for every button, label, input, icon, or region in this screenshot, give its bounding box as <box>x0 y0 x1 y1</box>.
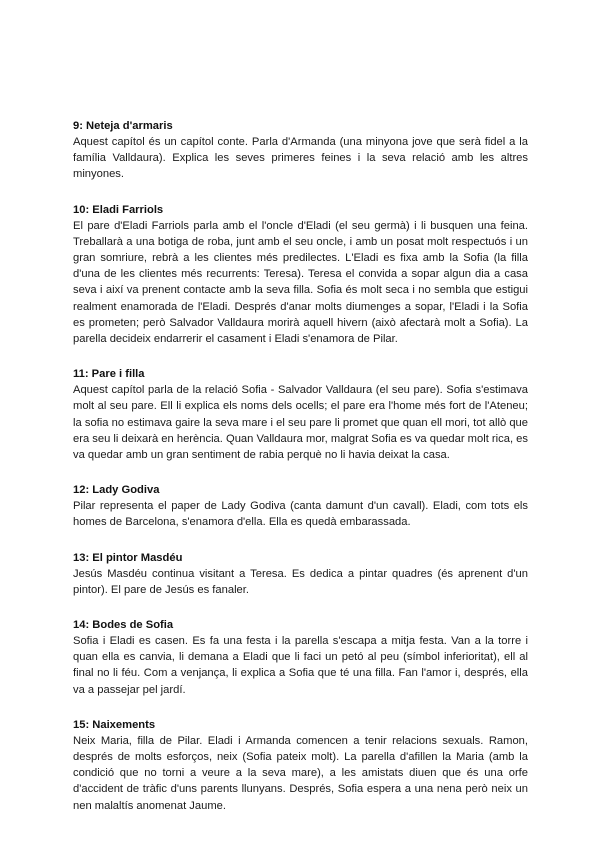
section-heading: 11: Pare i filla <box>73 368 145 381</box>
section-heading: 14: Bodes de Sofia <box>73 619 174 632</box>
section-heading: 10: Eladi Farriols <box>73 203 164 216</box>
section-body: Aquest capítol parla de la relació Sofia - Salvador Valldaura (el seu pare). Sofia s'estimava molt al seu pare. Ell li explica els noms dels ocells; el pare era l'home més fort de l'Ateneu; la sofia no estimava gaire la seva mare i el seu pare li promet que quan ell mori, tot allò que era seu li deixarà en herència. Quan Valldaura mor, malgrat Sofia es va quedar molt rica, es va quedar amb un gran sentiment de rabia perquè no li havia deixat la casa. <box>73 384 528 462</box>
section-body: Jesús Masdéu continua visitant a Teresa. Es dedica a pintar quadres (és aprenent d'un pintor). El pare de Jesús es fanaler. <box>73 567 528 596</box>
section-13 <box>73 550 528 598</box>
section-14 <box>73 617 528 698</box>
section-body: Sofia i Eladi es casen. Es fa una festa i la parella s'escapa a mitja festa. Van a la torre i quan ella es canvia, li demana a Eladi que li faci un petó al peu (símbol inferioritat), ell al final no li féu. Com a venjança, li explica a Sofia que té una filla. Fan l'amor i, després, ella va a passejar pel jardí. <box>73 635 528 696</box>
section-body: Pilar representa el paper de Lady Godiva (canta damunt d'un cavall). Eladi, com tots els homes de Barcelona, s'enamora d'ella. Ella es quedà embarassada. <box>73 500 528 529</box>
section-12 <box>73 482 528 530</box>
section-heading: 15: Naixements <box>73 718 156 731</box>
section-body: El pare d'Eladi Farriols parla amb el l'oncle d'Eladi (el seu germà) i li busquen una feina. Treballarà a una botiga de roba, junt amb el seu oncle, i amb un posat molt respectuós i un gran somriure, rebrà a les clientes més predilectes. L'Eladi es fixa amb la Sofia (la filla d'una de les clientes més recurrents: Teresa). Teresa el convida a sopar algun dia a casa seva i així va prenent contacte amb la seva filla. Sofia és molt seca i no sembla que estigui realment enamorada de l'Eladi. Després d'anar molts diumenges a sopar, l'Eladi i la Sofia es prometen; però Salvador Valldaura morirà aquell hivern (això afectarà molt a Sofia). La parella decideix endarrerir el casament i Eladi s'enamora de Pilar. <box>73 219 528 346</box>
section-15 <box>73 717 528 814</box>
section-11 <box>73 366 528 463</box>
section-10 <box>73 202 528 348</box>
section-heading: 9: Neteja d'armaris <box>73 120 173 132</box>
section-body: Aquest capítol és un capítol conte. Parla d'Armanda (una minyona jove que serà fidel a la família Valldaura). Explica les seves primeres feines i la seva relació amb les altres minyones. <box>73 136 528 181</box>
section-heading: 13: El pintor Masdéu <box>73 551 183 564</box>
section-body: Neix Maria, filla de Pilar. Eladi i Armanda comencen a tenir relacions sexuals. Ramon, després de molts esforços, neix (Sofia pateix molt). La parella d'afillen la Maria (amb la condició que no torni a veure a la seva mare), a les amistats diuen que és una orfe d'accident de tràfic d'uns parents llunyans. Després, Sofia espera a una nena però neix un nen malaltís anomenat Jaume. <box>73 734 528 812</box>
section-heading: 12: Lady Godiva <box>73 484 160 497</box>
section-9 <box>73 118 528 183</box>
